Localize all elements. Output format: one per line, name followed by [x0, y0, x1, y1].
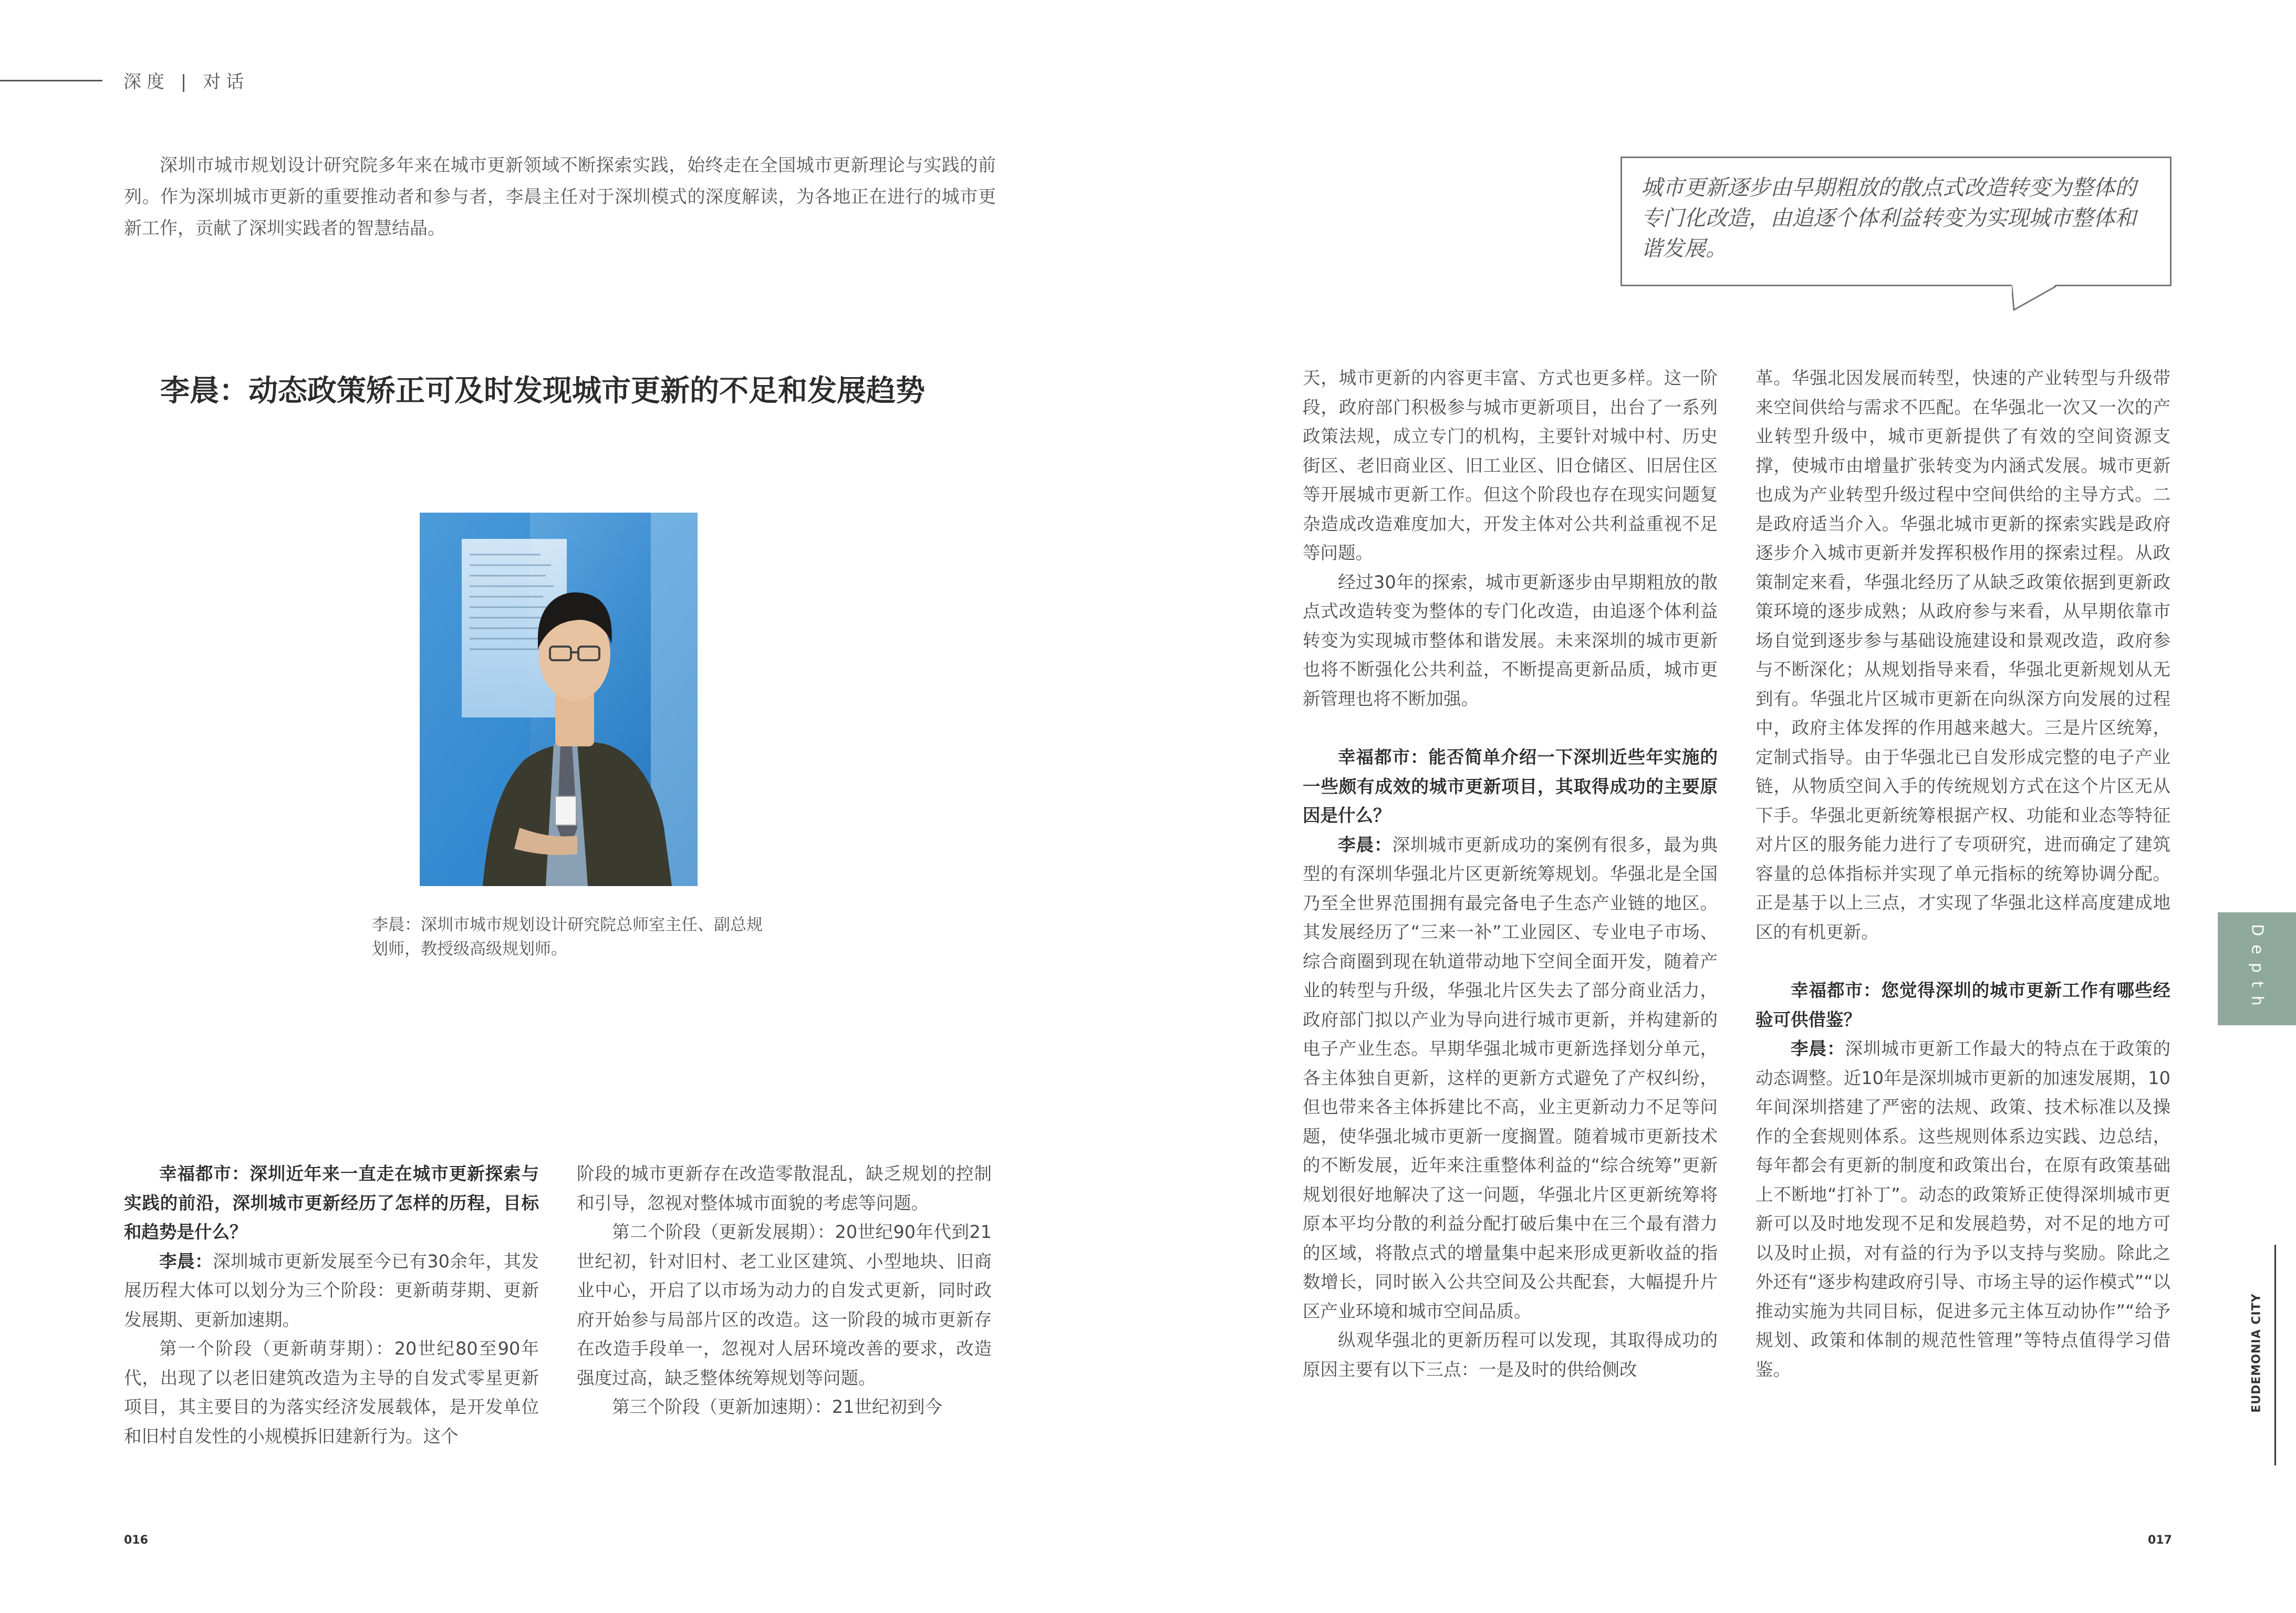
- interview-answer: [1303, 830, 1718, 1326]
- speaker-label: 李晨：: [1338, 834, 1393, 855]
- body-paragraph: 纵观华强北的更新历程可以发现，其取得成功的原因主要有以下三点：一是及时的供给侧改: [1303, 1330, 1718, 1380]
- pull-quote-box: [1620, 157, 2172, 286]
- answer-text: 深圳城市更新工作最大的特点在于政策的动态调整。近10年是深圳城市更新的加速发展期，10年间深圳搭建了严密的法规、政策、技术标准以及操作的全套规则体系。这些规则体系边实践、边总结，每年都会有更新的制度和政策出台，在原有政策基础上不断地“打补丁”。动态的政策矫正使得深圳城市更新可以及时地发现不足和发展趋势，对不足的地方可以及时止损，对有益的行为予以支持与奖励。除此之外还有“逐步构建政府引导、市场主导的运作模式”“以推动实施为共同目标，促进多元主体互动协作”“给予规划、政策和体制的规范性管理”等特点值得学习借鉴。: [1755, 1038, 2171, 1380]
- body-paragraph: 第二个阶段（更新发展期）：20世纪90年代到21世纪初，针对旧村、老工业区建筑、小型地块、旧商业中心，开启了以市场为动力的自发式更新，同时政府开始参与局部片区的改造。这一阶段的城市更新存在改造手段单一，忽视对人居环境改善的要求，改造强度过高，缺乏整体统筹规划等问题。: [577, 1222, 992, 1388]
- header-rule: [0, 80, 102, 81]
- speech-tail-icon: [2012, 285, 2059, 312]
- speaker-label: 李晨：: [1791, 1038, 1845, 1059]
- side-tab-label: Depth: [2248, 923, 2266, 1014]
- answer-text: 深圳城市更新成功的案例有很多，最为典型的有深圳华强北片区更新统筹规划。华强北是全国乃至全世界范围拥有最完备电子生态产业链的地区。其发展经历了“三来一补”工业园区、专业电子市场、综合商圈到现在轨道带动地下空间全面开发，随着产业的转型与升级，华强北片区失去了部分商业活力，政府部门拟以产业为导向进行城市更新，并构建新的电子产业生态。早期华强北城市更新选择划分单元，各主体独自更新，这样的更新方式避免了产权纠纷，但也带来各主体拆建比不高，业主更新动力不足等问题，使华强北城市更新一度搁置。随着城市更新技术的不断发展，近年来注重整体利益的“综合统筹”更新规划很好地解决了这一问题，华强北片区更新统筹将原本平均分散的利益分配打破后集中在三个最有潜力的区域，将散点式的增量集中起来形成更新收益的指数增长，同时嵌入公共空间及公共配套，大幅提升片区产业环境和城市空间品质。: [1303, 834, 1718, 1321]
- answer-text: 深圳城市更新发展至今已有30余年，其发展历程大体可以划分为三个阶段：更新萌芽期、更新发展期、更新加速期。: [124, 1251, 539, 1330]
- page-number-left: 016: [124, 1534, 148, 1547]
- text-column-3: [1303, 363, 1718, 1384]
- interview-headline: 李晨：动态政策矫正可及时发现城市更新的不足和发展趋势: [160, 374, 925, 408]
- text-column-1: [124, 1159, 539, 1451]
- body-paragraph: 经过30年的探索，城市更新逐步由早期粗放的散点式改造转变为整体的专门化改造，由追逐个体利益转变为实现城市整体和谐发展。未来深圳的城市更新也将不断强化公共利益，不断提高更新品质，城市更新管理也将不断加强。: [1303, 571, 1718, 709]
- page-number-right: 017: [2148, 1534, 2172, 1547]
- magazine-name: EUDEMONIA CITY: [2250, 1293, 2263, 1413]
- speaker-label: 李晨：: [159, 1251, 213, 1272]
- interview-question: 幸福都市：能否简单介绍一下深圳近些年实施的一些颇有成效的城市更新项目，其取得成功的主要原因是什么？: [1303, 747, 1718, 826]
- interview-question: 幸福都市：您觉得深圳的城市更新工作有哪些经验可供借鉴？: [1755, 980, 2170, 1030]
- text-column-4: [1755, 363, 2170, 1384]
- portrait-photo: [420, 513, 698, 886]
- interview-question: 幸福都市：深圳近年来一直走在城市更新探索与实践的前沿，深圳城市更新经历了怎样的历程，目标和趋势是什么？: [124, 1163, 539, 1242]
- section-label: 深度 | 对话: [123, 71, 250, 92]
- interview-answer: [124, 1247, 539, 1335]
- body-paragraph: 阶段的城市更新存在改造零散混乱，缺乏规划的控制和引导，忽视对整体城市面貌的考虑等问题。: [577, 1163, 992, 1213]
- pull-quote-text: 城市更新逐步由早期粗放的散点式改造转变为整体的专门化改造，由追逐个体利益转变为实现城市整体和谐发展。: [1641, 175, 2136, 261]
- section-side-tab: [2218, 912, 2296, 1025]
- body-paragraph: 第一个阶段（更新萌芽期）：20世纪80至90年代，出现了以老旧建筑改造为主导的自发式零星更新项目，其主要目的为落实经济发展载体，是开发单位和旧村自发性的小规模拆旧建新行为。这个: [124, 1338, 539, 1447]
- magazine-rule: [2274, 1245, 2276, 1465]
- body-paragraph: 革。华强北因发展而转型，快速的产业转型与升级带来空间供给与需求不匹配。在华强北一次又一次的产业转型升级中，城市更新提供了有效的空间资源支撑，使城市由增量扩张转变为内涵式发展。城市更新也成为产业转型升级过程中空间供给的主导方式。二是政府适当介入。华强北城市更新的探索实践是政府逐步介入城市更新并发挥积极作用的探索过程。从政策制定来看，华强北经历了从缺乏政策依据到更新政策环境的逐步成熟；从政府参与来看，从早期依靠市场自觉到逐步参与基础设施建设和景观改造，政府参与不断深化；从规划指导来看，华强北更新规划从无到有。华强北片区城市更新在向纵深方向发展的过程中，政府主体发挥的作用越来越大。三是片区统筹，定制式指导。由于华强北已自发形成完整的电子产业链，从物质空间入手的传统规划方式在这个片区无从下手。华强北更新统筹根据产权、功能和业态等特征对片区的服务能力进行了专项研究，进而确定了建筑容量的总体指标并实现了单元指标的统筹协调分配。正是基于以上三点，才实现了华强北这样高度建成地区的有机更新。: [1755, 368, 2170, 942]
- interview-answer: [1755, 1034, 2170, 1384]
- body-paragraph: 天，城市更新的内容更丰富、方式也更多样。这一阶段，政府部门积极参与城市更新项目，出台了一系列政策法规，成立专门的机构，主要针对城中村、历史街区、老旧商业区、旧工业区、旧仓储区、旧居住区等开展城市更新工作。但这个阶段也存在现实问题复杂造成改造难度加大，开发主体对公共利益重视不足等问题。: [1303, 368, 1718, 563]
- body-paragraph: 第三个阶段（更新加速期）：21世纪初到今: [612, 1397, 942, 1417]
- text-column-2: [577, 1159, 992, 1422]
- photo-caption: 李晨：深圳市城市规划设计研究院总师室主任、副总规划师，教授级高级规划师。: [372, 915, 763, 959]
- intro-paragraph: 深圳市城市规划设计研究院多年来在城市更新领域不断探索实践，始终走在全国城市更新理论与实践的前列。作为深圳城市更新的重要推动者和参与者，李晨主任对于深圳模式的深度解读，为各地正在进行的城市更新工作，贡献了深圳实践者的智慧结晶。: [124, 155, 996, 239]
